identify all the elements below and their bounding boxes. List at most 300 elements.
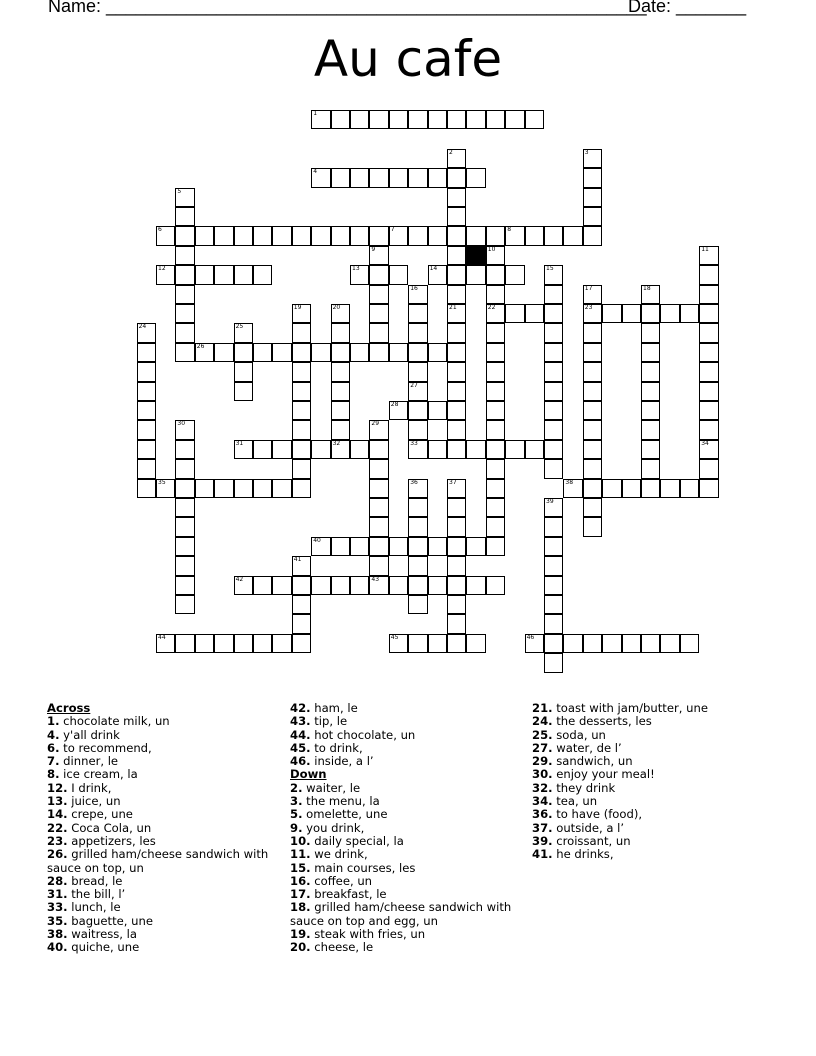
grid-cell[interactable] — [466, 537, 485, 556]
grid-cell[interactable] — [699, 479, 718, 498]
grid-cell[interactable] — [544, 343, 563, 362]
grid-cell[interactable] — [331, 440, 350, 459]
grid-cell[interactable] — [544, 362, 563, 381]
grid-cell[interactable] — [583, 168, 602, 187]
grid-cell[interactable] — [602, 479, 621, 498]
grid-cell[interactable] — [447, 207, 466, 226]
grid-cell[interactable] — [350, 440, 369, 459]
grid-cell[interactable] — [583, 207, 602, 226]
grid-cell[interactable] — [292, 595, 311, 614]
grid-cell[interactable] — [447, 479, 466, 498]
grid-cell[interactable] — [234, 362, 253, 381]
grid-cell[interactable] — [292, 479, 311, 498]
grid-cell[interactable] — [622, 304, 641, 323]
grid-cell[interactable] — [331, 168, 350, 187]
grid-cell[interactable] — [544, 401, 563, 420]
grid-cell[interactable] — [369, 168, 388, 187]
grid-cell[interactable] — [680, 479, 699, 498]
grid-cell[interactable] — [447, 420, 466, 439]
grid-cell[interactable] — [331, 226, 350, 245]
grid-cell[interactable] — [583, 420, 602, 439]
grid-cell[interactable] — [641, 401, 660, 420]
grid-cell[interactable] — [350, 226, 369, 245]
grid-cell[interactable] — [641, 285, 660, 304]
grid-cell[interactable] — [699, 440, 718, 459]
grid-cell[interactable] — [660, 479, 679, 498]
grid-cell[interactable] — [369, 226, 388, 245]
grid-cell[interactable] — [408, 168, 427, 187]
grid-cell[interactable] — [428, 110, 447, 129]
grid-cell[interactable] — [369, 537, 388, 556]
grid-cell[interactable] — [447, 246, 466, 265]
grid-cell[interactable] — [544, 498, 563, 517]
grid-cell[interactable] — [486, 382, 505, 401]
grid-cell[interactable] — [583, 382, 602, 401]
grid-cell[interactable] — [447, 556, 466, 575]
grid-cell[interactable] — [331, 323, 350, 342]
grid-cell[interactable] — [195, 634, 214, 653]
grid-cell[interactable] — [466, 440, 485, 459]
grid-cell[interactable] — [137, 343, 156, 362]
grid-cell[interactable] — [408, 401, 427, 420]
grid-cell[interactable] — [699, 362, 718, 381]
grid-cell[interactable] — [447, 634, 466, 653]
grid-cell[interactable] — [428, 537, 447, 556]
grid-cell[interactable] — [408, 576, 427, 595]
grid-cell[interactable] — [602, 304, 621, 323]
grid-cell[interactable] — [486, 440, 505, 459]
grid-cell[interactable] — [602, 634, 621, 653]
grid-cell[interactable] — [175, 343, 194, 362]
grid-cell[interactable] — [369, 246, 388, 265]
grid-cell[interactable] — [641, 362, 660, 381]
grid-cell[interactable] — [253, 226, 272, 245]
grid-cell[interactable] — [544, 576, 563, 595]
grid-cell[interactable] — [641, 459, 660, 478]
grid-cell[interactable] — [292, 323, 311, 342]
grid-cell[interactable] — [486, 537, 505, 556]
grid-cell[interactable] — [137, 420, 156, 439]
grid-cell[interactable] — [505, 440, 524, 459]
grid-cell[interactable] — [447, 498, 466, 517]
grid-cell[interactable] — [486, 517, 505, 536]
grid-cell[interactable] — [486, 265, 505, 284]
grid-cell[interactable] — [544, 556, 563, 575]
grid-cell[interactable] — [331, 576, 350, 595]
grid-cell[interactable] — [563, 226, 582, 245]
grid-cell[interactable] — [234, 323, 253, 342]
grid-cell[interactable] — [583, 634, 602, 653]
grid-cell[interactable] — [408, 634, 427, 653]
grid-cell[interactable] — [253, 576, 272, 595]
grid-cell[interactable] — [408, 420, 427, 439]
grid-cell[interactable] — [408, 498, 427, 517]
grid-cell[interactable] — [641, 440, 660, 459]
grid-cell[interactable] — [331, 420, 350, 439]
grid-cell[interactable] — [369, 304, 388, 323]
grid-cell[interactable] — [583, 323, 602, 342]
grid-cell[interactable] — [544, 537, 563, 556]
grid-cell[interactable] — [447, 382, 466, 401]
grid-cell[interactable] — [544, 323, 563, 342]
grid-cell[interactable] — [563, 479, 582, 498]
grid-cell[interactable] — [175, 556, 194, 575]
grid-cell[interactable] — [137, 479, 156, 498]
grid-cell[interactable] — [428, 226, 447, 245]
grid-cell[interactable] — [369, 440, 388, 459]
grid-cell[interactable] — [234, 382, 253, 401]
grid-cell[interactable] — [272, 343, 291, 362]
grid-cell[interactable] — [447, 595, 466, 614]
grid-cell[interactable] — [292, 556, 311, 575]
grid-cell[interactable] — [447, 110, 466, 129]
grid-cell[interactable] — [331, 537, 350, 556]
grid-cell[interactable] — [486, 576, 505, 595]
grid-cell[interactable] — [350, 576, 369, 595]
grid-cell[interactable] — [311, 576, 330, 595]
grid-cell[interactable] — [331, 304, 350, 323]
grid-cell[interactable] — [583, 343, 602, 362]
grid-cell[interactable] — [253, 265, 272, 284]
grid-cell[interactable] — [369, 498, 388, 517]
grid-cell[interactable] — [525, 634, 544, 653]
grid-cell[interactable] — [292, 576, 311, 595]
grid-cell[interactable] — [544, 304, 563, 323]
grid-cell[interactable] — [544, 634, 563, 653]
grid-cell[interactable] — [175, 265, 194, 284]
grid-cell[interactable] — [331, 343, 350, 362]
grid-cell[interactable] — [137, 382, 156, 401]
grid-cell[interactable] — [544, 614, 563, 633]
grid-cell[interactable] — [292, 401, 311, 420]
grid-cell[interactable] — [428, 634, 447, 653]
grid-cell[interactable] — [292, 420, 311, 439]
grid-cell[interactable] — [447, 440, 466, 459]
grid-cell[interactable] — [195, 479, 214, 498]
grid-cell[interactable] — [272, 634, 291, 653]
grid-cell[interactable] — [234, 226, 253, 245]
grid-cell[interactable] — [175, 304, 194, 323]
grid-cell[interactable] — [292, 343, 311, 362]
grid-cell[interactable] — [408, 226, 427, 245]
grid-cell[interactable] — [544, 420, 563, 439]
grid-cell[interactable] — [544, 440, 563, 459]
grid-cell[interactable] — [331, 382, 350, 401]
grid-cell[interactable] — [408, 517, 427, 536]
grid-cell[interactable] — [350, 343, 369, 362]
grid-cell[interactable] — [369, 479, 388, 498]
grid-cell[interactable] — [699, 343, 718, 362]
grid-cell[interactable] — [311, 110, 330, 129]
grid-cell[interactable] — [408, 343, 427, 362]
name-line[interactable]: Name: ______________________________________________________ — [48, 0, 647, 16]
grid-cell[interactable] — [234, 265, 253, 284]
grid-cell[interactable] — [583, 362, 602, 381]
grid-cell[interactable] — [680, 304, 699, 323]
grid-cell[interactable] — [447, 265, 466, 284]
grid-cell[interactable] — [175, 576, 194, 595]
grid-cell[interactable] — [486, 420, 505, 439]
grid-cell[interactable] — [583, 401, 602, 420]
grid-cell[interactable] — [272, 576, 291, 595]
grid-cell[interactable] — [641, 634, 660, 653]
grid-cell[interactable] — [253, 440, 272, 459]
grid-cell[interactable] — [447, 401, 466, 420]
date-line[interactable]: Date: _______ — [628, 0, 747, 16]
grid-cell[interactable] — [214, 265, 233, 284]
grid-cell[interactable] — [447, 226, 466, 245]
grid-cell[interactable] — [466, 110, 485, 129]
grid-cell[interactable] — [544, 517, 563, 536]
grid-cell[interactable] — [311, 168, 330, 187]
grid-cell[interactable] — [447, 576, 466, 595]
grid-cell[interactable] — [505, 304, 524, 323]
grid-cell[interactable] — [389, 634, 408, 653]
grid-cell[interactable] — [525, 226, 544, 245]
grid-cell[interactable] — [699, 246, 718, 265]
grid-cell[interactable] — [699, 459, 718, 478]
grid-cell[interactable] — [175, 207, 194, 226]
grid-cell[interactable] — [486, 246, 505, 265]
grid-cell[interactable] — [641, 420, 660, 439]
grid-cell[interactable] — [369, 556, 388, 575]
grid-cell[interactable] — [486, 401, 505, 420]
grid-cell[interactable] — [350, 110, 369, 129]
grid-cell[interactable] — [428, 401, 447, 420]
grid-cell[interactable] — [447, 362, 466, 381]
grid-cell[interactable] — [447, 149, 466, 168]
grid-cell[interactable] — [175, 420, 194, 439]
grid-cell[interactable] — [544, 285, 563, 304]
grid-cell[interactable] — [408, 537, 427, 556]
grid-cell[interactable] — [583, 498, 602, 517]
grid-cell[interactable] — [583, 440, 602, 459]
grid-cell[interactable] — [195, 343, 214, 362]
grid-cell[interactable] — [369, 343, 388, 362]
grid-cell[interactable] — [428, 440, 447, 459]
grid-cell[interactable] — [331, 401, 350, 420]
grid-cell[interactable] — [486, 323, 505, 342]
grid-cell[interactable] — [369, 517, 388, 536]
grid-cell[interactable] — [311, 343, 330, 362]
grid-cell[interactable] — [544, 226, 563, 245]
grid-cell[interactable] — [622, 479, 641, 498]
grid-cell[interactable] — [253, 479, 272, 498]
grid-cell[interactable] — [175, 246, 194, 265]
grid-cell[interactable] — [660, 304, 679, 323]
grid-cell[interactable] — [369, 323, 388, 342]
grid-cell[interactable] — [408, 440, 427, 459]
grid-cell[interactable] — [331, 110, 350, 129]
grid-cell[interactable] — [583, 149, 602, 168]
grid-cell[interactable] — [641, 304, 660, 323]
grid-cell[interactable] — [699, 304, 718, 323]
grid-cell[interactable] — [137, 459, 156, 478]
grid-cell[interactable] — [447, 517, 466, 536]
grid-cell[interactable] — [350, 265, 369, 284]
grid-cell[interactable] — [311, 226, 330, 245]
grid-cell[interactable] — [137, 440, 156, 459]
grid-cell[interactable] — [292, 382, 311, 401]
grid-cell[interactable] — [389, 537, 408, 556]
grid-cell[interactable] — [350, 537, 369, 556]
grid-cell[interactable] — [369, 459, 388, 478]
grid-cell[interactable] — [641, 382, 660, 401]
grid-cell[interactable] — [292, 614, 311, 633]
grid-cell[interactable] — [311, 537, 330, 556]
grid-cell[interactable] — [447, 537, 466, 556]
grid-cell[interactable] — [292, 304, 311, 323]
grid-cell[interactable] — [641, 479, 660, 498]
grid-cell[interactable] — [389, 576, 408, 595]
grid-cell[interactable] — [641, 343, 660, 362]
grid-cell[interactable] — [214, 479, 233, 498]
grid-cell[interactable] — [544, 382, 563, 401]
grid-cell[interactable] — [447, 614, 466, 633]
grid-cell[interactable] — [466, 168, 485, 187]
grid-cell[interactable] — [408, 382, 427, 401]
grid-cell[interactable] — [253, 343, 272, 362]
grid-cell[interactable] — [175, 285, 194, 304]
grid-cell[interactable] — [583, 226, 602, 245]
grid-cell[interactable] — [156, 634, 175, 653]
grid-cell[interactable] — [350, 168, 369, 187]
grid-cell[interactable] — [486, 498, 505, 517]
grid-cell[interactable] — [447, 304, 466, 323]
grid-cell[interactable] — [408, 110, 427, 129]
grid-cell[interactable] — [447, 188, 466, 207]
grid-cell[interactable] — [447, 343, 466, 362]
grid-cell[interactable] — [175, 459, 194, 478]
grid-cell[interactable] — [525, 110, 544, 129]
grid-cell[interactable] — [214, 226, 233, 245]
grid-cell[interactable] — [234, 440, 253, 459]
grid-cell[interactable] — [466, 226, 485, 245]
grid-cell[interactable] — [292, 634, 311, 653]
grid-cell[interactable] — [389, 265, 408, 284]
grid-cell[interactable] — [583, 304, 602, 323]
grid-cell[interactable] — [408, 285, 427, 304]
grid-cell[interactable] — [505, 265, 524, 284]
grid-cell[interactable] — [622, 634, 641, 653]
grid-cell[interactable] — [699, 382, 718, 401]
grid-cell[interactable] — [699, 265, 718, 284]
grid-cell[interactable] — [486, 479, 505, 498]
grid-cell[interactable] — [699, 401, 718, 420]
grid-cell[interactable] — [369, 265, 388, 284]
grid-cell[interactable] — [331, 362, 350, 381]
grid-cell[interactable] — [389, 401, 408, 420]
grid-cell[interactable] — [699, 285, 718, 304]
grid-cell[interactable] — [234, 343, 253, 362]
grid-cell[interactable] — [175, 479, 194, 498]
grid-cell[interactable] — [408, 323, 427, 342]
grid-cell[interactable] — [544, 265, 563, 284]
grid-cell[interactable] — [137, 362, 156, 381]
grid-cell[interactable] — [156, 265, 175, 284]
grid-cell[interactable] — [292, 459, 311, 478]
grid-cell[interactable] — [137, 401, 156, 420]
grid-cell[interactable] — [234, 576, 253, 595]
grid-cell[interactable] — [583, 459, 602, 478]
grid-cell[interactable] — [175, 323, 194, 342]
grid-cell[interactable] — [369, 285, 388, 304]
grid-cell[interactable] — [175, 634, 194, 653]
grid-cell[interactable] — [525, 440, 544, 459]
grid-cell[interactable] — [175, 226, 194, 245]
grid-cell[interactable] — [408, 556, 427, 575]
grid-cell[interactable] — [428, 265, 447, 284]
grid-cell[interactable] — [505, 226, 524, 245]
grid-cell[interactable] — [253, 634, 272, 653]
grid-cell[interactable] — [175, 188, 194, 207]
grid-cell[interactable] — [486, 285, 505, 304]
grid-cell[interactable] — [486, 110, 505, 129]
grid-cell[interactable] — [544, 653, 563, 672]
grid-cell[interactable] — [292, 440, 311, 459]
grid-cell[interactable] — [505, 110, 524, 129]
grid-cell[interactable] — [272, 440, 291, 459]
grid-cell[interactable] — [369, 110, 388, 129]
grid-cell[interactable] — [699, 420, 718, 439]
grid-cell[interactable] — [525, 304, 544, 323]
grid-cell[interactable] — [175, 517, 194, 536]
grid-cell[interactable] — [175, 537, 194, 556]
grid-cell[interactable] — [680, 634, 699, 653]
grid-cell[interactable] — [272, 226, 291, 245]
grid-cell[interactable] — [466, 265, 485, 284]
grid-cell[interactable] — [369, 420, 388, 439]
grid-cell[interactable] — [466, 576, 485, 595]
grid-cell[interactable] — [699, 323, 718, 342]
grid-cell[interactable] — [214, 343, 233, 362]
grid-cell[interactable] — [292, 362, 311, 381]
grid-cell[interactable] — [583, 517, 602, 536]
grid-cell[interactable] — [389, 226, 408, 245]
grid-cell[interactable] — [466, 634, 485, 653]
grid-cell[interactable] — [195, 226, 214, 245]
grid-cell[interactable] — [214, 634, 233, 653]
grid-cell[interactable] — [486, 304, 505, 323]
grid-cell[interactable] — [292, 226, 311, 245]
grid-cell[interactable] — [408, 362, 427, 381]
grid-cell[interactable] — [156, 479, 175, 498]
grid-cell[interactable] — [583, 188, 602, 207]
grid-cell[interactable] — [156, 226, 175, 245]
grid-cell[interactable] — [428, 168, 447, 187]
grid-cell[interactable] — [486, 362, 505, 381]
grid-cell[interactable] — [428, 343, 447, 362]
grid-cell[interactable] — [428, 576, 447, 595]
grid-cell[interactable] — [563, 634, 582, 653]
grid-cell[interactable] — [234, 479, 253, 498]
grid-cell[interactable] — [272, 479, 291, 498]
grid-cell[interactable] — [369, 576, 388, 595]
grid-cell[interactable] — [389, 168, 408, 187]
grid-cell[interactable] — [447, 168, 466, 187]
grid-cell[interactable] — [195, 265, 214, 284]
grid-cell[interactable] — [583, 285, 602, 304]
grid-cell[interactable] — [544, 459, 563, 478]
grid-cell[interactable] — [175, 498, 194, 517]
grid-cell[interactable] — [311, 440, 330, 459]
grid-cell[interactable] — [447, 285, 466, 304]
grid-cell[interactable] — [660, 634, 679, 653]
grid-cell[interactable] — [408, 304, 427, 323]
grid-cell[interactable] — [486, 459, 505, 478]
grid-cell[interactable] — [583, 479, 602, 498]
grid-cell[interactable] — [544, 595, 563, 614]
